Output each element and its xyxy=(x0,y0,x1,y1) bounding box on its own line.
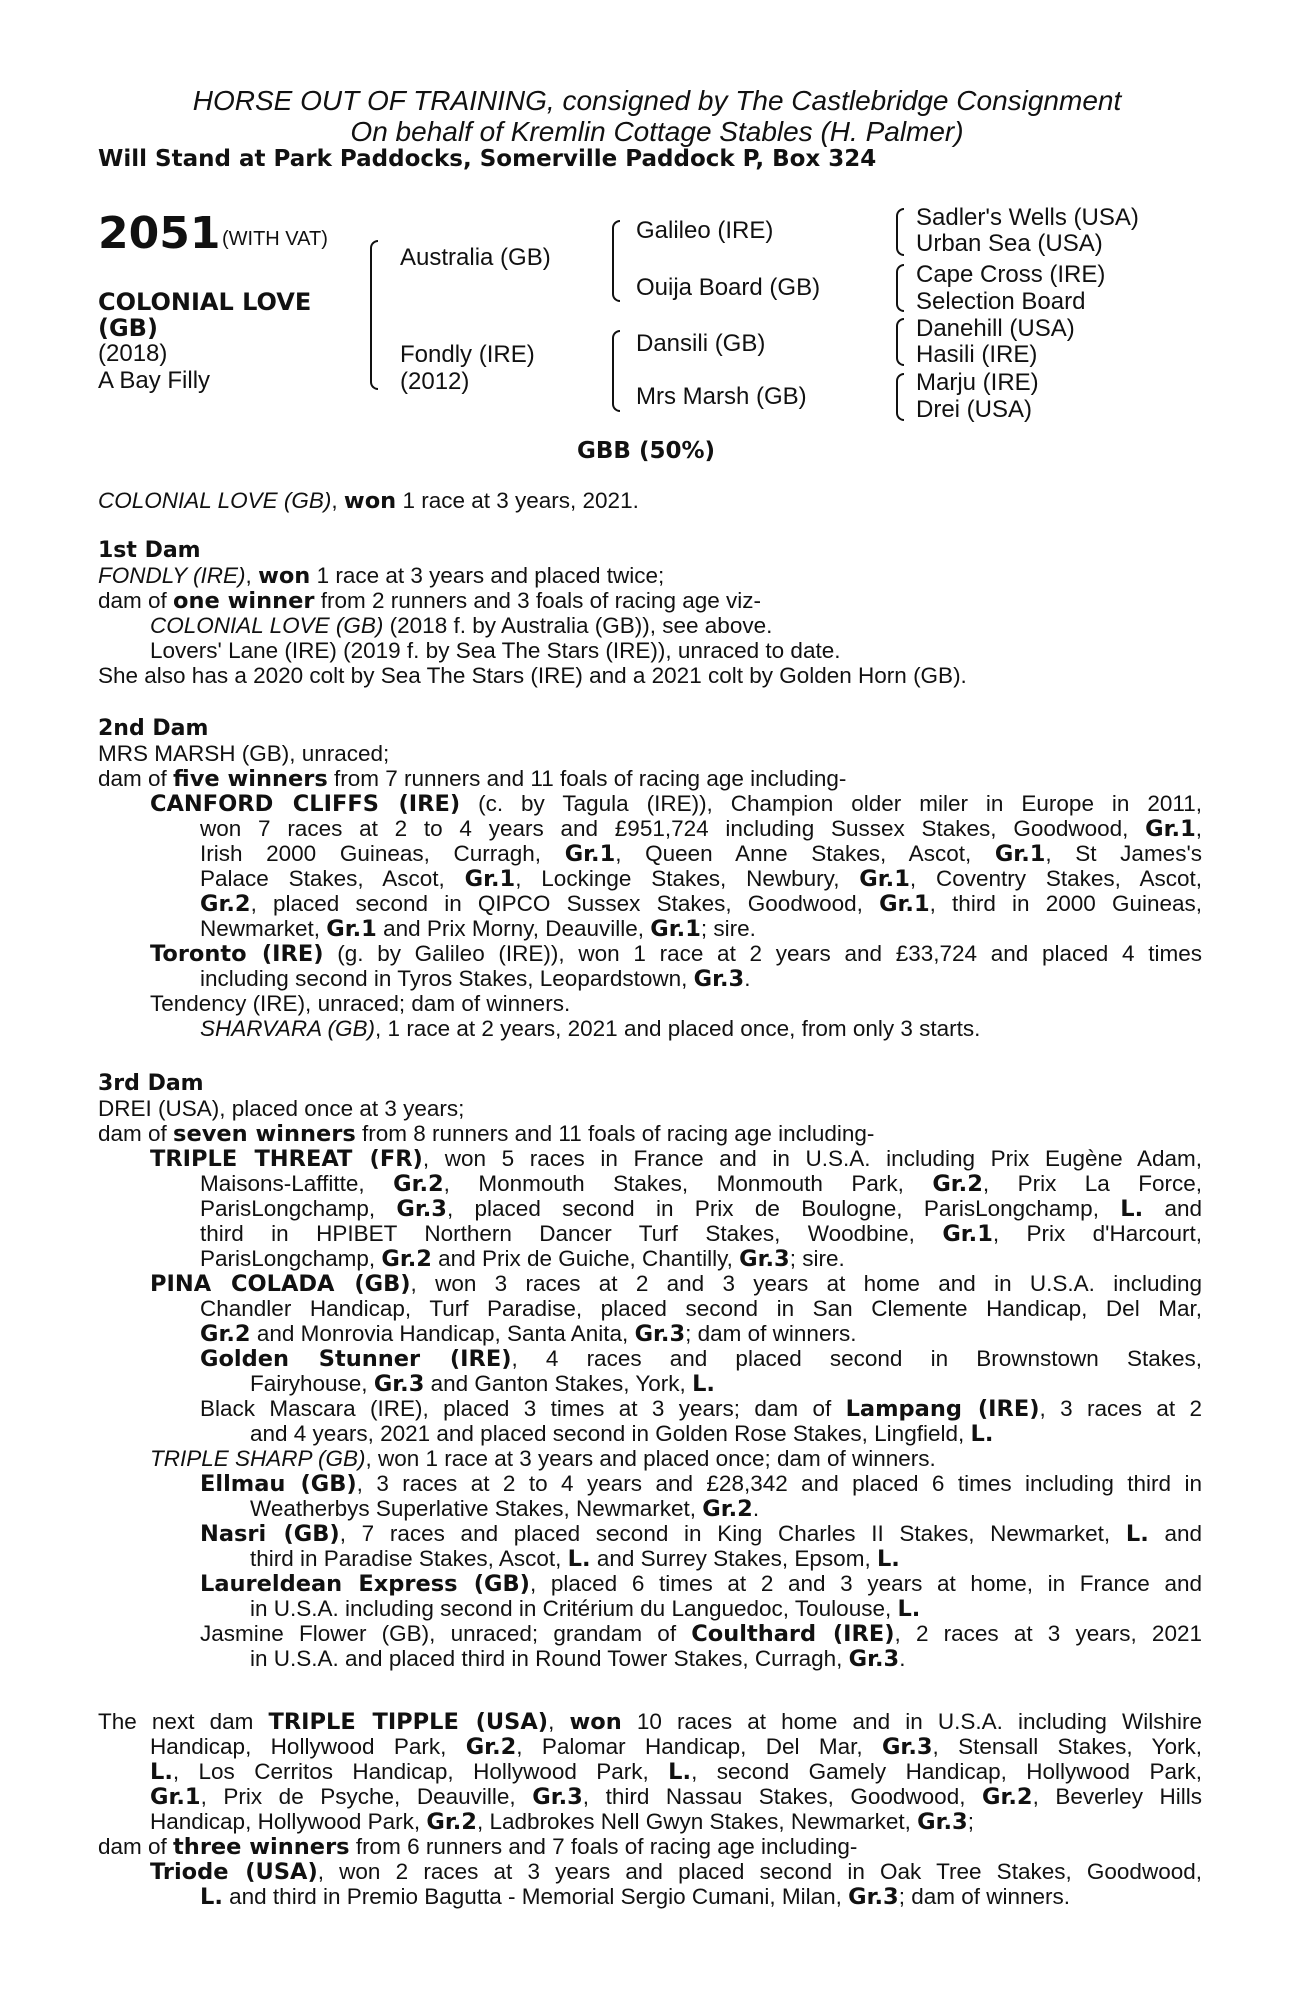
text: Gr.3 xyxy=(532,1784,583,1810)
text: Gr.1 xyxy=(650,916,701,942)
summary-horse: COLONIAL LOVE (GB) xyxy=(98,488,332,513)
dam-dam: Mrs Marsh (GB) xyxy=(636,383,807,410)
text: Coulthard (IRE) xyxy=(691,1621,895,1647)
text: L. xyxy=(200,1884,223,1910)
horse-origin: (GB) xyxy=(98,314,158,342)
text: (2018 f. by Australia (GB)), see above. xyxy=(383,613,773,638)
vat-label: (WITH VAT) xyxy=(222,228,328,250)
text: , Beverley Hills xyxy=(1032,1784,1202,1809)
text: in U.S.A. including second in Critérium du Languedoc, Toulouse, xyxy=(250,1596,898,1621)
progeny-line xyxy=(150,1146,1202,1172)
text: , Prix de Psyche, Deauville, xyxy=(200,1784,533,1809)
horse-name: COLONIAL LOVE xyxy=(98,288,312,316)
text: , second Gamely Handicap, Hollywood Park, xyxy=(691,1759,1202,1784)
text: Gr.3 xyxy=(396,1196,447,1222)
progeny-line xyxy=(0,1884,1314,1909)
text: L. xyxy=(567,1546,591,1572)
text: , 3 races at 2 xyxy=(1039,1396,1202,1421)
progeny-line xyxy=(0,1496,1314,1521)
great-granddam: Selection Board xyxy=(916,288,1086,315)
text: , won 3 races at 2 and 3 years at home and in U.S.A. including xyxy=(410,1271,1203,1296)
text: . xyxy=(752,1496,760,1521)
text: She also has a 2020 colt by Sea The Stars (IRE) and a 2021 colt by Golden Horn (GB). xyxy=(98,663,967,688)
text: Ellmau (GB) xyxy=(200,1471,357,1497)
text: Gr.1 xyxy=(994,841,1046,867)
horse-description: A Bay Filly xyxy=(98,367,211,394)
text: L. xyxy=(970,1421,994,1447)
consignor-line: HORSE OUT OF TRAINING, consigned by The Castlebridge Consignment xyxy=(192,85,1122,116)
text: , 7 races and placed second in King Charles II Stakes, Newmarket, xyxy=(339,1521,1126,1546)
great-grandsire: Cape Cross (IRE) xyxy=(916,261,1106,288)
text: 10 races at home and in U.S.A. including Wilshire xyxy=(621,1709,1202,1734)
summary-text: 1 race at 3 years, 2021. xyxy=(396,488,639,513)
dam-sire: Dansili (GB) xyxy=(636,330,766,357)
text: , won 5 races in France and in U.S.A. including Prix Eugène Adam, xyxy=(422,1146,1203,1171)
behalf-line: On behalf of Kremlin Cottage Stables (H. Palmer) xyxy=(350,116,964,147)
text: Gr.3 xyxy=(881,1734,933,1760)
text: Triode (USA) xyxy=(150,1859,318,1885)
text: , third Nassau Stakes, Goodwood, xyxy=(582,1784,983,1809)
text: , Palomar Handicap, Del Mar, xyxy=(516,1734,882,1759)
text: third in Paradise Stakes, Ascot, xyxy=(250,1546,568,1571)
text: SHARVARA (GB) xyxy=(200,1016,376,1041)
text: Maisons-Laffitte, xyxy=(200,1171,394,1196)
text: Gr.2 xyxy=(393,1171,444,1197)
sire-sire: Galileo (IRE) xyxy=(636,217,774,244)
progeny-line xyxy=(0,916,1314,941)
dam1-line xyxy=(0,613,1314,638)
text: third in HPIBET Northern Dancer Turf Stakes, Woodbine, xyxy=(200,1221,943,1246)
text: Gr.2 xyxy=(426,1809,477,1835)
progeny-line xyxy=(0,1546,1314,1571)
text: Gr.1 xyxy=(942,1221,993,1247)
text: , xyxy=(548,1709,570,1734)
summary-won: won xyxy=(343,488,397,514)
text: and third in Premio Bagutta - Memorial Sergio Cumani, Milan, xyxy=(222,1884,849,1909)
text: Lovers' Lane (IRE) (2019 f. by Sea The Stars (IRE)), unraced to date. xyxy=(150,638,841,663)
dam3-line xyxy=(0,1096,1314,1121)
text: Toronto (IRE) xyxy=(150,941,324,967)
text: L. xyxy=(876,1546,900,1572)
progeny-line xyxy=(0,1646,1314,1671)
progeny-line xyxy=(200,1221,1202,1247)
text: ; sire. xyxy=(700,916,756,941)
progeny-line xyxy=(150,1271,1202,1297)
section-3rd-dam: 3rd Dam xyxy=(98,1071,204,1096)
dam3-line xyxy=(0,1121,1314,1146)
text: including second in Tyros Stakes, Leopardstown, xyxy=(200,966,694,991)
text: Gr.3 xyxy=(848,1884,899,1910)
text: Gr.2 xyxy=(200,1321,251,1347)
text: Gr.1 xyxy=(564,841,616,867)
text: and Surrey Stakes, Epsom, xyxy=(590,1546,877,1571)
dam: Fondly (IRE) xyxy=(400,341,535,368)
text: Handicap, Hollywood Park, xyxy=(150,1734,466,1759)
pedigree-brace xyxy=(896,264,904,312)
text: dam of xyxy=(98,1834,174,1859)
next-dam-line xyxy=(0,1809,1314,1834)
text: Gr.2 xyxy=(381,1246,432,1272)
text: three winners xyxy=(173,1834,350,1860)
text: Gr.1 xyxy=(150,1784,201,1810)
text: , St James's xyxy=(1045,841,1202,866)
text: Newmarket, xyxy=(200,916,327,941)
great-grandsire: Sadler's Wells (USA) xyxy=(916,204,1139,231)
dam1-line xyxy=(0,663,1314,688)
text: and xyxy=(1143,1196,1202,1221)
text: Gr.1 xyxy=(1145,816,1196,842)
text: L. xyxy=(1120,1196,1144,1222)
pedigree-brace xyxy=(370,240,378,390)
text: and Ganton Stakes, York, xyxy=(424,1371,693,1396)
text: , 2 races at 3 years, 2021 xyxy=(894,1621,1202,1646)
text: TRIPLE TIPPLE (USA) xyxy=(268,1709,549,1735)
progeny-line xyxy=(150,1859,1202,1885)
progeny-line xyxy=(200,1471,1202,1497)
text: L. xyxy=(668,1759,692,1785)
text: ; xyxy=(967,1809,974,1834)
great-grandsire: Danehill (USA) xyxy=(916,315,1075,342)
progeny-line xyxy=(150,791,1202,817)
text: Laureldean Express (GB) xyxy=(200,1571,530,1597)
text: one winner xyxy=(173,588,315,614)
progeny-line xyxy=(200,1171,1202,1197)
pedigree-brace xyxy=(896,208,904,256)
text: , won 2 races at 3 years and placed second in Oak Tree Stakes, Goodwood, xyxy=(317,1859,1202,1884)
pedigree-brace xyxy=(896,373,904,421)
dam2-line xyxy=(0,741,1314,766)
section-2nd-dam: 2nd Dam xyxy=(98,716,209,741)
progeny-line xyxy=(0,1246,1314,1271)
text: , won 1 race at 3 years and placed once; dam of winners. xyxy=(365,1446,936,1471)
text: Gr.1 xyxy=(879,891,930,917)
great-granddam: Urban Sea (USA) xyxy=(916,230,1103,257)
text: Gr.3 xyxy=(693,966,745,992)
next-dam-line xyxy=(0,1834,1314,1859)
summary-line: COLONIAL LOVE (GB), won 1 race at 3 years, 2021. xyxy=(98,488,639,514)
text: , 4 races and placed second in Brownstown Stakes, xyxy=(511,1346,1202,1371)
progeny-line xyxy=(0,1421,1314,1446)
text: from 6 runners and 7 foals of racing age including- xyxy=(349,1834,858,1859)
dam1-name: FONDLY (IRE) xyxy=(98,563,246,588)
sire: Australia (GB) xyxy=(400,244,551,271)
text: Weatherbys Superlative Stakes, Newmarket, xyxy=(250,1496,703,1521)
text: The next dam xyxy=(98,1709,269,1734)
text: Nasri (GB) xyxy=(200,1521,340,1547)
great-granddam: Hasili (IRE) xyxy=(916,341,1038,368)
text: Gr.2 xyxy=(465,1734,517,1760)
text: seven winners xyxy=(173,1121,356,1147)
text: , Lockinge Stakes, Newbury, xyxy=(515,866,860,891)
text: Handicap, Hollywood Park, xyxy=(150,1809,427,1834)
text: ParisLongchamp, xyxy=(200,1196,397,1221)
great-granddam: Drei (USA) xyxy=(916,396,1033,423)
text: won 7 races at 2 to 4 years and £951,724 including Sussex Stakes, Goodwood, xyxy=(200,816,1146,841)
text: Gr.1 xyxy=(859,866,910,892)
text: and Prix Morny, Deauville, xyxy=(376,916,651,941)
progeny-line xyxy=(200,1621,1202,1647)
text: ParisLongchamp, xyxy=(200,1246,382,1271)
text: , 1 race at 2 years, 2021 and placed once, from only 3 starts. xyxy=(375,1016,981,1041)
horse-year: (2018) xyxy=(98,340,168,367)
text: Gr.3 xyxy=(373,1371,425,1397)
text: Gr.3 xyxy=(739,1246,790,1272)
progeny-line xyxy=(200,1571,1202,1597)
progeny-line xyxy=(0,991,1314,1016)
progeny-line xyxy=(200,1396,1202,1422)
next-dam-line xyxy=(150,1759,1202,1785)
inbreeding-note: GBB (50%) xyxy=(577,438,716,464)
text: DREI (USA), placed once at 3 years; xyxy=(98,1096,465,1121)
text: , xyxy=(245,563,259,588)
text: , Monmouth Stakes, Monmouth Park, xyxy=(443,1171,933,1196)
sire-dam: Ouija Board (GB) xyxy=(636,274,821,301)
text: , Prix d'Harcourt, xyxy=(992,1221,1202,1246)
pedigree-brace xyxy=(896,318,904,366)
text: Chandler Handicap, Turf Paradise, placed second in San Clemente Handicap, Del Mar, xyxy=(200,1296,1202,1321)
text: won xyxy=(569,1709,622,1735)
text: from 2 runners and 3 foals of racing age viz- xyxy=(314,588,761,613)
text: dam of xyxy=(98,766,174,791)
progeny-line xyxy=(150,941,1202,967)
dam-year: (2012) xyxy=(400,368,470,395)
progeny-line xyxy=(200,1196,1202,1222)
text: and Prix de Guiche, Chantilly, xyxy=(431,1246,740,1271)
text: Gr.2 xyxy=(982,1784,1033,1810)
text: Gr.1 xyxy=(326,916,377,942)
text: Gr.2 xyxy=(932,1171,983,1197)
text: , Coventry Stakes, Ascot, xyxy=(909,866,1202,891)
text: , 3 races at 2 to 4 years and £28,342 and placed 6 times including third in xyxy=(356,1471,1202,1496)
text: Gr.1 xyxy=(464,866,516,892)
text: ; dam of winners. xyxy=(898,1884,1071,1909)
text: Gr.2 xyxy=(702,1496,753,1522)
text: (c. by Tagula (IRE)), Champion older miler in Europe in 2011, xyxy=(460,791,1202,816)
text: dam of xyxy=(98,1121,174,1146)
next-dam-line xyxy=(150,1734,1202,1760)
text: and Monrovia Handicap, Santa Anita, xyxy=(250,1321,635,1346)
dam1-line xyxy=(0,563,1314,588)
text: from 8 runners and 11 foals of racing age including- xyxy=(355,1121,875,1146)
progeny-line xyxy=(0,1371,1314,1396)
dam1-line xyxy=(0,588,1314,613)
text: PINA COLADA (GB) xyxy=(150,1271,411,1297)
text: Golden Stunner (IRE) xyxy=(200,1346,512,1372)
text: and 4 years, 2021 and placed second in Golden Rose Stakes, Lingfield, xyxy=(250,1421,971,1446)
text: 1 race at 3 years and placed twice; xyxy=(310,563,665,588)
text: , Prix La Force, xyxy=(982,1171,1202,1196)
text: Irish 2000 Guineas, Curragh, xyxy=(200,841,565,866)
text: Gr.2 xyxy=(200,891,251,917)
text: L. xyxy=(1125,1521,1149,1547)
pedigree-brace xyxy=(612,220,620,302)
text: COLONIAL LOVE (GB) xyxy=(150,613,384,638)
text: L. xyxy=(692,1371,715,1397)
text: dam of xyxy=(98,588,174,613)
pedigree-brace xyxy=(612,330,620,412)
text: in U.S.A. and placed third in Round Tower Stakes, Curragh, xyxy=(250,1646,849,1671)
progeny-line xyxy=(200,841,1202,867)
progeny-line xyxy=(200,1521,1202,1547)
text: Palace Stakes, Ascot, xyxy=(200,866,465,891)
text: Gr.3 xyxy=(917,1809,968,1835)
dam2-line xyxy=(0,766,1314,791)
progeny-line xyxy=(0,1321,1314,1346)
text: Jasmine Flower (GB), unraced; grandam of xyxy=(200,1621,692,1646)
text: , placed 6 times at 2 and 3 years at home, in France and xyxy=(529,1571,1203,1596)
text: . xyxy=(744,966,751,991)
text: , third in 2000 Guineas, xyxy=(929,891,1202,916)
text: TRIPLE THREAT (FR) xyxy=(150,1146,423,1172)
next-dam-line xyxy=(150,1784,1202,1810)
progeny-line xyxy=(200,1346,1202,1372)
text: MRS MARSH (GB), unraced; xyxy=(98,741,390,766)
progeny-line xyxy=(200,816,1202,842)
progeny-line xyxy=(0,1446,1314,1471)
text: TRIPLE SHARP (GB) xyxy=(150,1446,366,1471)
progeny-line xyxy=(0,1596,1314,1621)
progeny-line xyxy=(200,1296,1202,1321)
text: ; sire. xyxy=(789,1246,845,1271)
text: Black Mascara (IRE), placed 3 times at 3 years; dam of xyxy=(200,1396,846,1421)
text: , placed second in QIPCO Sussex Stakes, Goodwood, xyxy=(250,891,880,916)
text: L. xyxy=(150,1759,173,1785)
text: , placed second in Prix de Boulogne, ParisLongchamp, xyxy=(446,1196,1121,1221)
text: Tendency (IRE), unraced; dam of winners. xyxy=(150,991,571,1016)
text: , Queen Anne Stakes, Ascot, xyxy=(615,841,995,866)
text: from 7 runners and 11 foals of racing age including- xyxy=(327,766,847,791)
text: Gr.3 xyxy=(634,1321,686,1347)
text: , Los Cerritos Handicap, Hollywood Park, xyxy=(172,1759,669,1784)
text: ; dam of winners. xyxy=(685,1321,857,1346)
progeny-line xyxy=(0,966,1314,991)
text: Lampang (IRE) xyxy=(845,1396,1040,1422)
text: five winners xyxy=(173,766,328,792)
text: . xyxy=(899,1646,906,1671)
progeny-line xyxy=(0,1016,1314,1041)
next-dam-line xyxy=(98,1709,1202,1735)
text: Fairyhouse, xyxy=(250,1371,374,1396)
text: L. xyxy=(897,1596,921,1622)
section-1st-dam: 1st Dam xyxy=(98,538,201,563)
progeny-line xyxy=(200,891,1202,917)
text: , xyxy=(1195,816,1202,841)
dam1-line xyxy=(0,638,1314,663)
text: (g. by Galileo (IRE)), won 1 race at 2 years and £33,724 and placed 4 times xyxy=(323,941,1202,966)
text: Gr.3 xyxy=(848,1646,900,1672)
great-grandsire: Marju (IRE) xyxy=(916,369,1039,396)
progeny-line xyxy=(200,866,1202,892)
text: and xyxy=(1148,1521,1203,1546)
text: , Stensall Stakes, York, xyxy=(932,1734,1202,1759)
text: CANFORD CLIFFS (IRE) xyxy=(150,791,461,817)
text: , Ladbrokes Nell Gwyn Stakes, Newmarket, xyxy=(476,1809,918,1834)
text: won xyxy=(258,563,311,589)
lot-number: 2051 xyxy=(98,208,221,259)
location-line: Will Stand at Park Paddocks, Somerville Paddock P, Box 324 xyxy=(98,146,877,172)
